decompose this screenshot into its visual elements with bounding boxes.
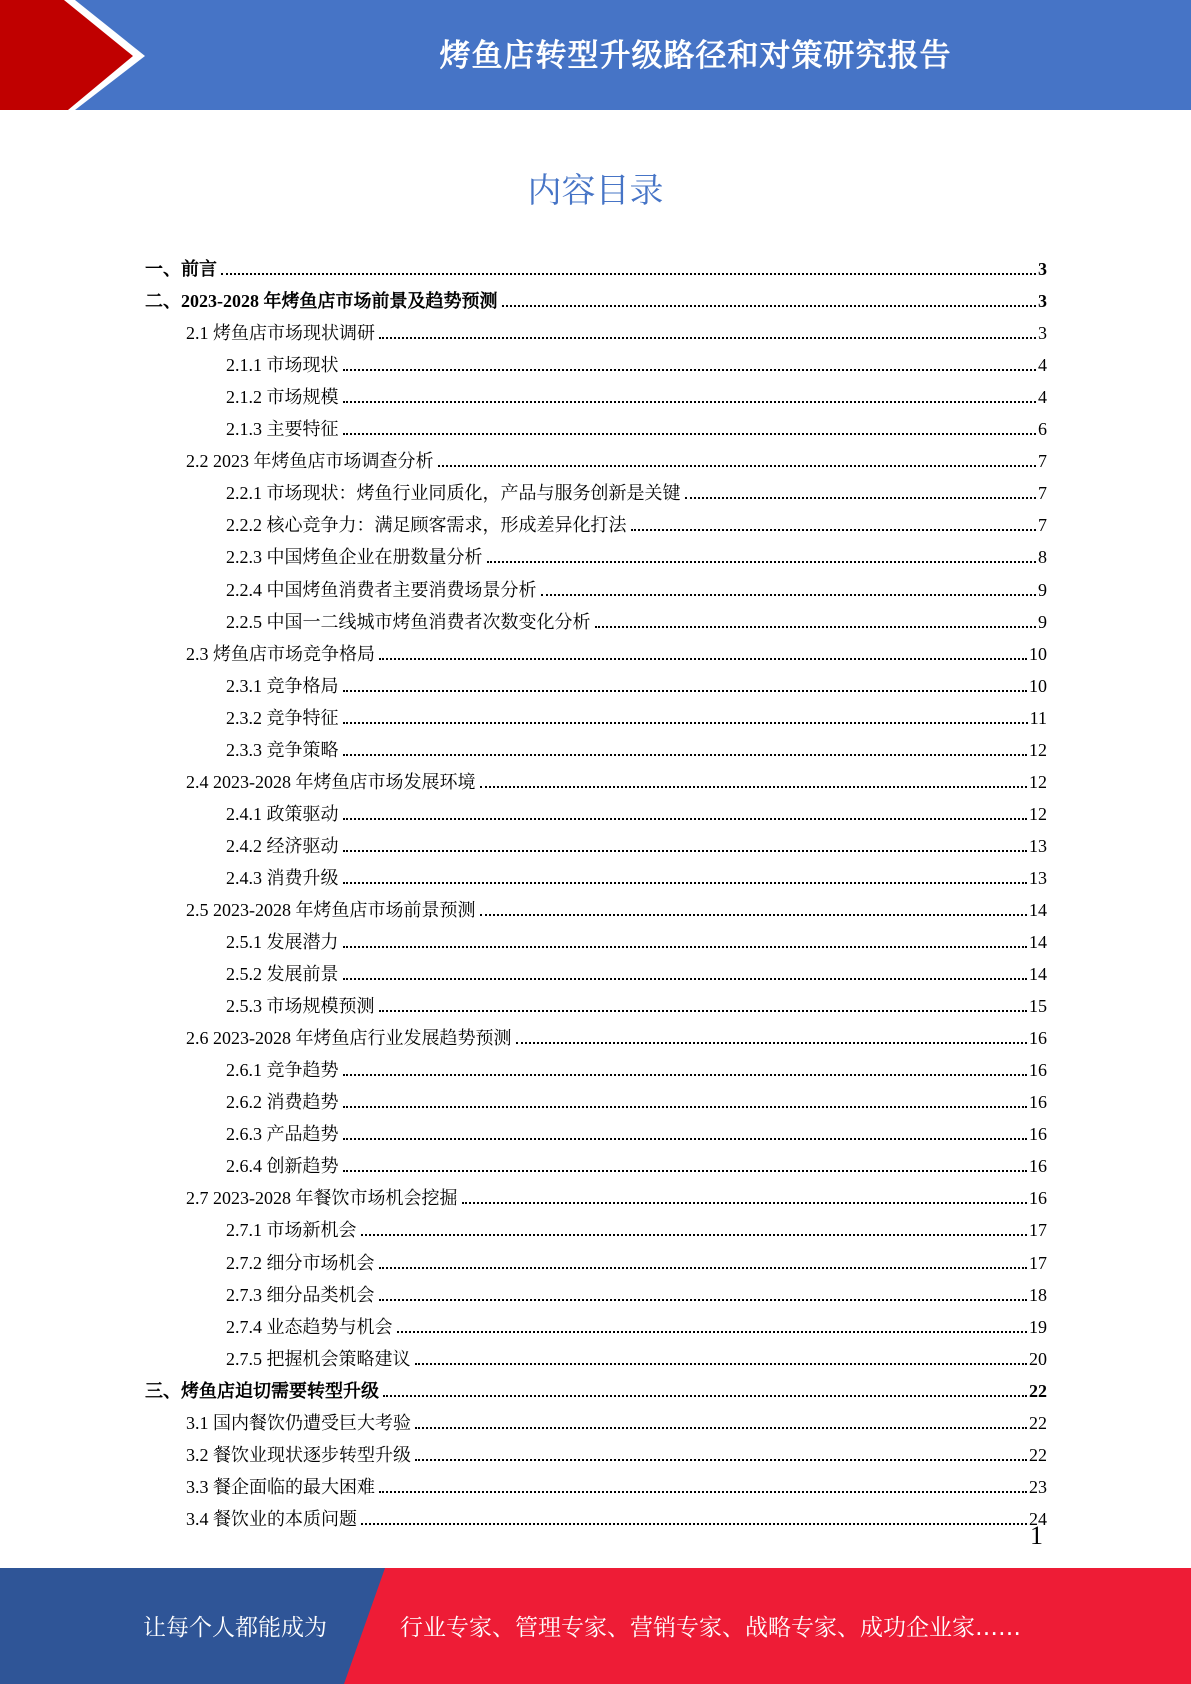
toc-entry-label: 2.6.4 创新趋势: [226, 1156, 339, 1176]
dot-leader: [361, 1234, 1028, 1236]
toc-entry[interactable]: [226, 383, 1047, 411]
toc-entry-page: 24: [1029, 1509, 1047, 1529]
toc-entry-page: 17: [1029, 1220, 1047, 1240]
toc-entry[interactable]: [226, 928, 1047, 956]
toc-entry-page: 16: [1029, 1124, 1047, 1144]
toc-entry-label: 2.5.1 发展潜力: [226, 932, 339, 952]
dot-leader: [343, 850, 1028, 852]
dot-leader: [343, 722, 1028, 724]
toc-entry[interactable]: [226, 672, 1047, 700]
toc-entry[interactable]: [186, 1024, 1047, 1052]
toc-entry-page: 17: [1029, 1253, 1047, 1273]
toc-entry-label: 2.4 2023-2028 年烤鱼店市场发展环境: [186, 772, 476, 792]
toc-entry[interactable]: [226, 415, 1047, 443]
toc-entry-page: 23: [1029, 1477, 1047, 1497]
toc-entry[interactable]: [186, 1184, 1047, 1212]
toc-entry-page: 20: [1029, 1349, 1047, 1369]
dot-leader: [379, 1491, 1027, 1493]
dot-leader: [361, 1523, 1027, 1525]
dot-leader: [379, 337, 1036, 339]
toc-entry-label: 2.7.1 市场新机会: [226, 1220, 357, 1240]
toc-entry[interactable]: [226, 1152, 1047, 1180]
toc-entry-label: 2.6.3 产品趋势: [226, 1124, 339, 1144]
toc-entry-label: 2.1 烤鱼店市场现状调研: [186, 323, 375, 343]
toc-entry[interactable]: [226, 1088, 1047, 1116]
toc-entry-page: 3: [1038, 323, 1047, 343]
toc-entry[interactable]: [226, 992, 1047, 1020]
toc-entry-page: 22: [1029, 1445, 1047, 1465]
toc-entry-label: 2.3.3 竞争策略: [226, 740, 339, 760]
toc-entry[interactable]: [226, 511, 1047, 539]
toc-entry-label: 2.2.4 中国烤鱼消费者主要消费场景分析: [226, 580, 537, 600]
toc-entry[interactable]: [226, 479, 1047, 507]
toc-entry-label: 2.3 烤鱼店市场竞争格局: [186, 644, 375, 664]
toc-entry-label: 2.3.2 竞争特征: [226, 708, 339, 728]
chevron-decoration-icon: [0, 0, 160, 110]
toc-entry-page: 9: [1038, 580, 1047, 600]
toc-entry[interactable]: [226, 1345, 1047, 1373]
toc-entry-page: 7: [1038, 515, 1047, 535]
toc-entry-page: 16: [1029, 1060, 1047, 1080]
toc-entry-page: 3: [1038, 291, 1047, 311]
toc-entry-label: 2.6 2023-2028 年烤鱼店行业发展趋势预测: [186, 1028, 512, 1048]
dot-leader: [221, 273, 1036, 275]
toc-entry-page: 14: [1029, 900, 1047, 920]
toc-entry-label: 3.4 餐饮业的本质问题: [186, 1509, 357, 1529]
dot-leader: [595, 626, 1037, 628]
toc-entry-page: 18: [1029, 1285, 1047, 1305]
toc-entry-page: 10: [1029, 644, 1047, 664]
dot-leader: [415, 1427, 1027, 1429]
toc-entry[interactable]: [186, 447, 1047, 475]
toc-entry-label: 2.1.3 主要特征: [226, 419, 339, 439]
dot-leader: [343, 1170, 1028, 1172]
toc-entry-label: 2.7 2023-2028 年餐饮市场机会挖掘: [186, 1188, 458, 1208]
toc-entry-page: 14: [1029, 932, 1047, 952]
toc-entry-page: 16: [1029, 1188, 1047, 1208]
toc-entry-page: 4: [1038, 387, 1047, 407]
toc-entry-page: 22: [1029, 1381, 1047, 1401]
toc-entry-page: 9: [1038, 612, 1047, 632]
toc-entry-page: 12: [1029, 740, 1047, 760]
toc-entry-page: 11: [1029, 708, 1047, 728]
toc-entry[interactable]: [186, 768, 1047, 796]
toc-entry-page: 22: [1029, 1413, 1047, 1433]
toc-entry[interactable]: [226, 1281, 1047, 1309]
toc-entry-page: 13: [1029, 868, 1047, 888]
toc-entry-label: 2.2.5 中国一二线城市烤鱼消费者次数变化分析: [226, 612, 591, 632]
dot-leader: [541, 594, 1037, 596]
toc-entry-label: 2.6.1 竞争趋势: [226, 1060, 339, 1080]
dot-leader: [631, 529, 1037, 531]
dot-leader: [438, 465, 1037, 467]
dot-leader: [343, 1074, 1028, 1076]
toc-entry[interactable]: [145, 255, 1047, 283]
toc-entry-page: 15: [1029, 996, 1047, 1016]
toc-entry[interactable]: [186, 1409, 1047, 1437]
dot-leader: [343, 818, 1028, 820]
toc-entry-page: 16: [1029, 1092, 1047, 1112]
dot-leader: [502, 305, 1037, 307]
toc-entry[interactable]: [186, 896, 1047, 924]
toc-entry-label: 2.5.2 发展前景: [226, 964, 339, 984]
toc-entry-page: 7: [1038, 451, 1047, 471]
toc-entry-label: 2.4.1 政策驱动: [226, 804, 339, 824]
toc-entry[interactable]: [186, 640, 1047, 668]
toc-entry-label: 2.2 2023 年烤鱼店市场调查分析: [186, 451, 434, 471]
toc-entry-page: 13: [1029, 836, 1047, 856]
toc-entry[interactable]: [226, 543, 1047, 571]
toc-entry-page: 19: [1029, 1317, 1047, 1337]
toc-entry-label: 2.6.2 消费趋势: [226, 1092, 339, 1112]
toc-entry[interactable]: [226, 1249, 1047, 1277]
toc-entry-label: 2.1.1 市场现状: [226, 355, 339, 375]
toc-entry[interactable]: [226, 864, 1047, 892]
dot-leader: [379, 658, 1027, 660]
toc-entry-page: 16: [1029, 1028, 1047, 1048]
toc-entry[interactable]: [226, 832, 1047, 860]
toc-entry[interactable]: [226, 1313, 1047, 1341]
dot-leader: [480, 786, 1028, 788]
footer-slogan-right: 行业专家、管理专家、营销专家、战略专家、成功企业家……: [400, 1615, 1021, 1641]
toc-entry[interactable]: [226, 704, 1047, 732]
toc-entry-label: 2.1.2 市场规模: [226, 387, 339, 407]
dot-leader: [343, 369, 1037, 371]
toc-entry-page: 3: [1038, 259, 1047, 279]
dot-leader: [397, 1331, 1028, 1333]
toc-entry[interactable]: [226, 736, 1047, 764]
dot-leader: [415, 1363, 1028, 1365]
toc-entry-label: 2.2.1 市场现状：烤鱼行业同质化，产品与服务创新是关键: [226, 483, 681, 503]
dot-leader: [480, 914, 1028, 916]
toc-entry-label: 一、前言: [145, 259, 217, 279]
toc-entry[interactable]: [186, 1473, 1047, 1501]
dot-leader: [343, 754, 1028, 756]
toc-entry-page: 6: [1038, 419, 1047, 439]
toc-entry-label: 2.5 2023-2028 年烤鱼店市场前景预测: [186, 900, 476, 920]
toc-entry-label: 3.2 餐饮业现状逐步转型升级: [186, 1445, 411, 1465]
toc-entry-page: 16: [1029, 1156, 1047, 1176]
dot-leader: [487, 561, 1037, 563]
toc-entry-page: 12: [1029, 772, 1047, 792]
toc-entry-label: 2.4.3 消费升级: [226, 868, 339, 888]
dot-leader: [685, 497, 1037, 499]
toc-entry[interactable]: [186, 319, 1047, 347]
toc-entry[interactable]: [226, 576, 1047, 604]
toc-entry-label: 2.3.1 竞争格局: [226, 676, 339, 696]
dot-leader: [383, 1395, 1027, 1397]
footer-slogan-left: 让每个人都能成为: [143, 1615, 327, 1641]
dot-leader: [343, 433, 1037, 435]
toc-entry-label: 2.7.4 业态趋势与机会: [226, 1317, 393, 1337]
dot-leader: [379, 1010, 1028, 1012]
dot-leader: [516, 1042, 1028, 1044]
document-title: 烤鱼店转型升级路径和对策研究报告: [439, 38, 952, 74]
toc-entry[interactable]: [145, 287, 1047, 315]
header-banner: [0, 0, 1191, 110]
toc-entry-page: 12: [1029, 804, 1047, 824]
toc-entry[interactable]: [186, 1505, 1047, 1533]
dot-leader: [343, 978, 1028, 980]
toc-entry-label: 3.1 国内餐饮仍遭受巨大考验: [186, 1413, 411, 1433]
dot-leader: [343, 946, 1028, 948]
dot-leader: [343, 882, 1028, 884]
dot-leader: [462, 1202, 1028, 1204]
dot-leader: [415, 1459, 1027, 1461]
toc-entry-label: 2.2.3 中国烤鱼企业在册数量分析: [226, 547, 483, 567]
toc-entry-page: 7: [1038, 483, 1047, 503]
toc-entry[interactable]: [226, 1056, 1047, 1084]
dot-leader: [343, 1138, 1028, 1140]
toc-entry[interactable]: [226, 1120, 1047, 1148]
toc-entry[interactable]: [226, 960, 1047, 988]
toc-entry-page: 8: [1038, 547, 1047, 567]
toc-entry-label: 2.5.3 市场规模预测: [226, 996, 375, 1016]
toc-entry-label: 3.3 餐企面临的最大困难: [186, 1477, 375, 1497]
toc-entry-page: 4: [1038, 355, 1047, 375]
dot-leader: [343, 1106, 1028, 1108]
toc-entry[interactable]: [226, 608, 1047, 636]
dot-leader: [343, 690, 1028, 692]
toc-entry[interactable]: [226, 800, 1047, 828]
table-of-contents: [0, 255, 1191, 1529]
toc-entry-page: 14: [1029, 964, 1047, 984]
toc-entry-page: 10: [1029, 676, 1047, 696]
toc-entry-label: 2.7.3 细分品类机会: [226, 1285, 375, 1305]
toc-entry[interactable]: [226, 1216, 1047, 1244]
toc-entry[interactable]: [226, 351, 1047, 379]
toc-entry-label: 2.4.2 经济驱动: [226, 836, 339, 856]
toc-entry-label: 二、2023-2028 年烤鱼店市场前景及趋势预测: [145, 291, 498, 311]
dot-leader: [379, 1299, 1028, 1301]
toc-entry-label: 三、烤鱼店迫切需要转型升级: [145, 1381, 379, 1401]
toc-entry[interactable]: [145, 1377, 1047, 1405]
toc-entry-label: 2.7.5 把握机会策略建议: [226, 1349, 411, 1369]
page-number: 1: [1030, 1521, 1043, 1550]
toc-entry[interactable]: [186, 1441, 1047, 1469]
toc-heading: 内容目录: [527, 171, 664, 211]
dot-leader: [343, 401, 1037, 403]
dot-leader: [379, 1267, 1028, 1269]
toc-entry-label: 2.2.2 核心竞争力：满足顾客需求，形成差异化打法: [226, 515, 627, 535]
toc-entry-label: 2.7.2 细分市场机会: [226, 1253, 375, 1273]
